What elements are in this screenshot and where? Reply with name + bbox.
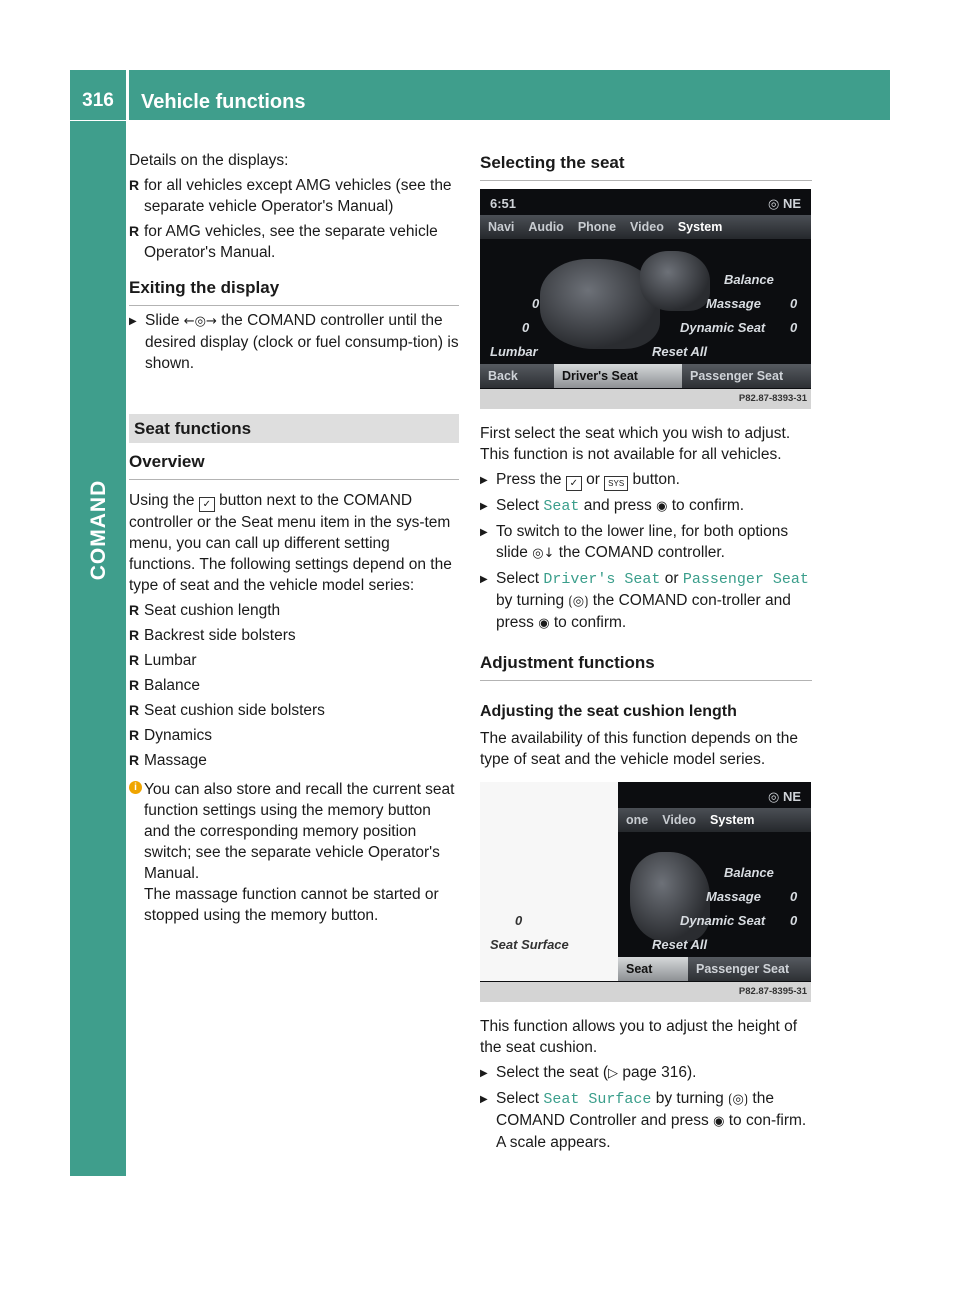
screen-btn-seat: Seat [618, 957, 688, 981]
step-slide: ▶ Slide ←◎→ the COMAND controller until the desired display (clock or fuel consump-tion) is shown. [129, 310, 459, 374]
screen-reference: P82.87-8393-31 [480, 389, 811, 409]
press-icon: ◉ [538, 616, 550, 631]
list-item: R Seat cushion side bolsters [129, 700, 459, 721]
screen-value: 0 [790, 913, 798, 928]
screen-tab: Video [662, 812, 697, 827]
press-icon: ◉ [713, 1114, 725, 1129]
screen-item-reset: Reset All [652, 344, 708, 359]
para: This function is not available for all vehicles. [480, 446, 782, 463]
list-item: R Massage [129, 750, 459, 771]
screen-item-reset: Reset All [652, 937, 708, 952]
heading-selecting: Selecting the seat [480, 152, 812, 181]
list-item: R Backrest side bolsters [129, 625, 459, 646]
page-ref-arrow-icon: ▷ [608, 1066, 619, 1081]
list-item: R Seat cushion length [129, 600, 459, 621]
screen-reference: P82.87-8395-31 [480, 982, 811, 1002]
overview-text: Using the ✓ button next to the COMAND controller or the Seat menu item in the sys-tem menu, you can call up different setting functions. The following settings depend on the type of seat and the vehicle model series: [129, 492, 452, 594]
screen-item-massage: Massage [706, 889, 761, 904]
screen-compass: ◎ NE [767, 196, 801, 211]
screen-tab: Navi [488, 219, 515, 234]
screen-bottom-bar [618, 957, 811, 981]
screen-item-dynamic-seat: Dynamic Seat [680, 320, 766, 335]
menu-link-passenger-seat: Passenger Seat [682, 571, 809, 588]
screen-item-seat-surface: Seat Surface [490, 937, 569, 952]
info-text-2: The massage function cannot be started or stopped using the memory button. [144, 886, 439, 924]
menu-link-seat-surface: Seat Surface [543, 1091, 652, 1108]
para: The availability of this function depends on the type of seat and the vehicle model series. [480, 730, 798, 768]
step-select-surface: ▶ Select Seat Surface by turning ⟮◎⟯ the COMAND Controller and press ◉ to con-firm. A scale appears. [480, 1088, 812, 1153]
controller-slide-icon: ←◎→ [183, 314, 217, 329]
step-select-driver: ▶ Select Driver's Seat or Passenger Seat by turning ⟮◎⟯ the COMAND con-troller and press ◉ to confirm. [480, 568, 812, 634]
screen-item-lumbar: Lumbar [490, 344, 538, 359]
info-icon: i [129, 781, 142, 794]
screen-compass: ◎ NE [767, 789, 801, 804]
left-column [129, 150, 459, 926]
heading-overview: Overview [129, 451, 459, 480]
screen-btn-passenger-seat: Passenger Seat [690, 369, 784, 383]
screen-bottom-bar [480, 364, 811, 388]
heading-adjustment: Adjustment functions [480, 652, 812, 681]
info-text: You can also store and recall the current seat function settings using the memory button and the corresponding memory position switch; see the separate vehicle Operator's Manual. [144, 781, 455, 882]
screen-value: 0 [790, 320, 798, 335]
screen-tab-active: System [710, 812, 755, 827]
para: This function allows you to adjust the height of the seat cushion. [480, 1018, 798, 1056]
screen-tab: one [626, 812, 649, 827]
screen-item-dynamic-seat: Dynamic Seat [680, 913, 766, 928]
screenshot-driver-seat [480, 189, 811, 409]
screen-value: 0 [790, 889, 798, 904]
screen-btn-passenger-seat: Passenger Seat [696, 962, 790, 976]
press-icon: ◉ [656, 499, 668, 514]
screen-value: 0 [532, 296, 540, 311]
step-press-button: ▶ Press the ✓ or SYS button. [480, 469, 812, 491]
section-title: Vehicle functions [141, 91, 306, 113]
scale-note: A scale appears. [496, 1134, 611, 1151]
right-column [480, 150, 812, 1157]
sys-button-icon: SYS [604, 476, 628, 491]
info-note [129, 779, 459, 926]
screen-btn-drivers-seat: Driver's Seat [554, 364, 682, 388]
screen-item-balance: Balance [724, 272, 774, 287]
page-number: 316 [82, 90, 114, 111]
side-tab [70, 121, 126, 1176]
menu-link-seat: Seat [543, 498, 580, 515]
screenshot-seat-surface [480, 782, 811, 1002]
seat-button-icon: ✓ [199, 497, 215, 512]
heading-exiting: Exiting the display [129, 277, 459, 306]
step-select-seat-page: ▶ Select the seat (▷ page 316). [480, 1062, 812, 1084]
screen-value: 0 [522, 320, 530, 335]
list-item: R Balance [129, 675, 459, 696]
band-seat-functions: Seat functions [129, 414, 459, 443]
screen-tab: Phone [577, 219, 617, 234]
screen-item-massage: Massage [706, 296, 761, 311]
controller-turn-icon: ⟮◎⟯ [568, 594, 589, 609]
para: First select the seat which you wish to adjust. [480, 425, 791, 442]
screen-time: 6:51 [490, 196, 517, 211]
screen-tab: Video [630, 219, 664, 234]
list-item: R Dynamics [129, 725, 459, 746]
controller-turn-icon: ⟮◎⟯ [728, 1092, 749, 1107]
seat-button-icon: ✓ [566, 476, 582, 491]
list-item: R for AMG vehicles, see the separate vehicle Operator's Manual. [129, 221, 459, 263]
heading-cushion-length: Adjusting the seat cushion length [480, 703, 737, 720]
side-tab-label: COMAND [87, 479, 110, 581]
seat-headrest-illustration [640, 251, 710, 311]
screen-value: 0 [790, 296, 798, 311]
header-separator [126, 70, 129, 120]
step-switch-line: ▶ To switch to the lower line, for both options slide ◎↓ the COMAND controller. [480, 521, 812, 564]
screen-tabs [480, 215, 811, 239]
screen-tabs [618, 808, 811, 832]
screen-tab: Audio [528, 219, 564, 234]
menu-link-drivers-seat: Driver's Seat [543, 571, 661, 588]
screen-item-balance: Balance [724, 865, 774, 880]
list-item: R for all vehicles except AMG vehicles (see the separate vehicle Operator's Manual) [129, 175, 459, 217]
screen-btn-back: Back [488, 369, 518, 383]
controller-slide-down-icon: ◎↓ [532, 546, 555, 561]
screen-value: 0 [515, 913, 523, 928]
list-item: R Lumbar [129, 650, 459, 671]
step-select-seat: ▶ Select Seat and press ◉ to confirm. [480, 495, 812, 517]
intro-text: Details on the displays: [129, 152, 289, 169]
screen-tab-active: System [677, 219, 723, 234]
